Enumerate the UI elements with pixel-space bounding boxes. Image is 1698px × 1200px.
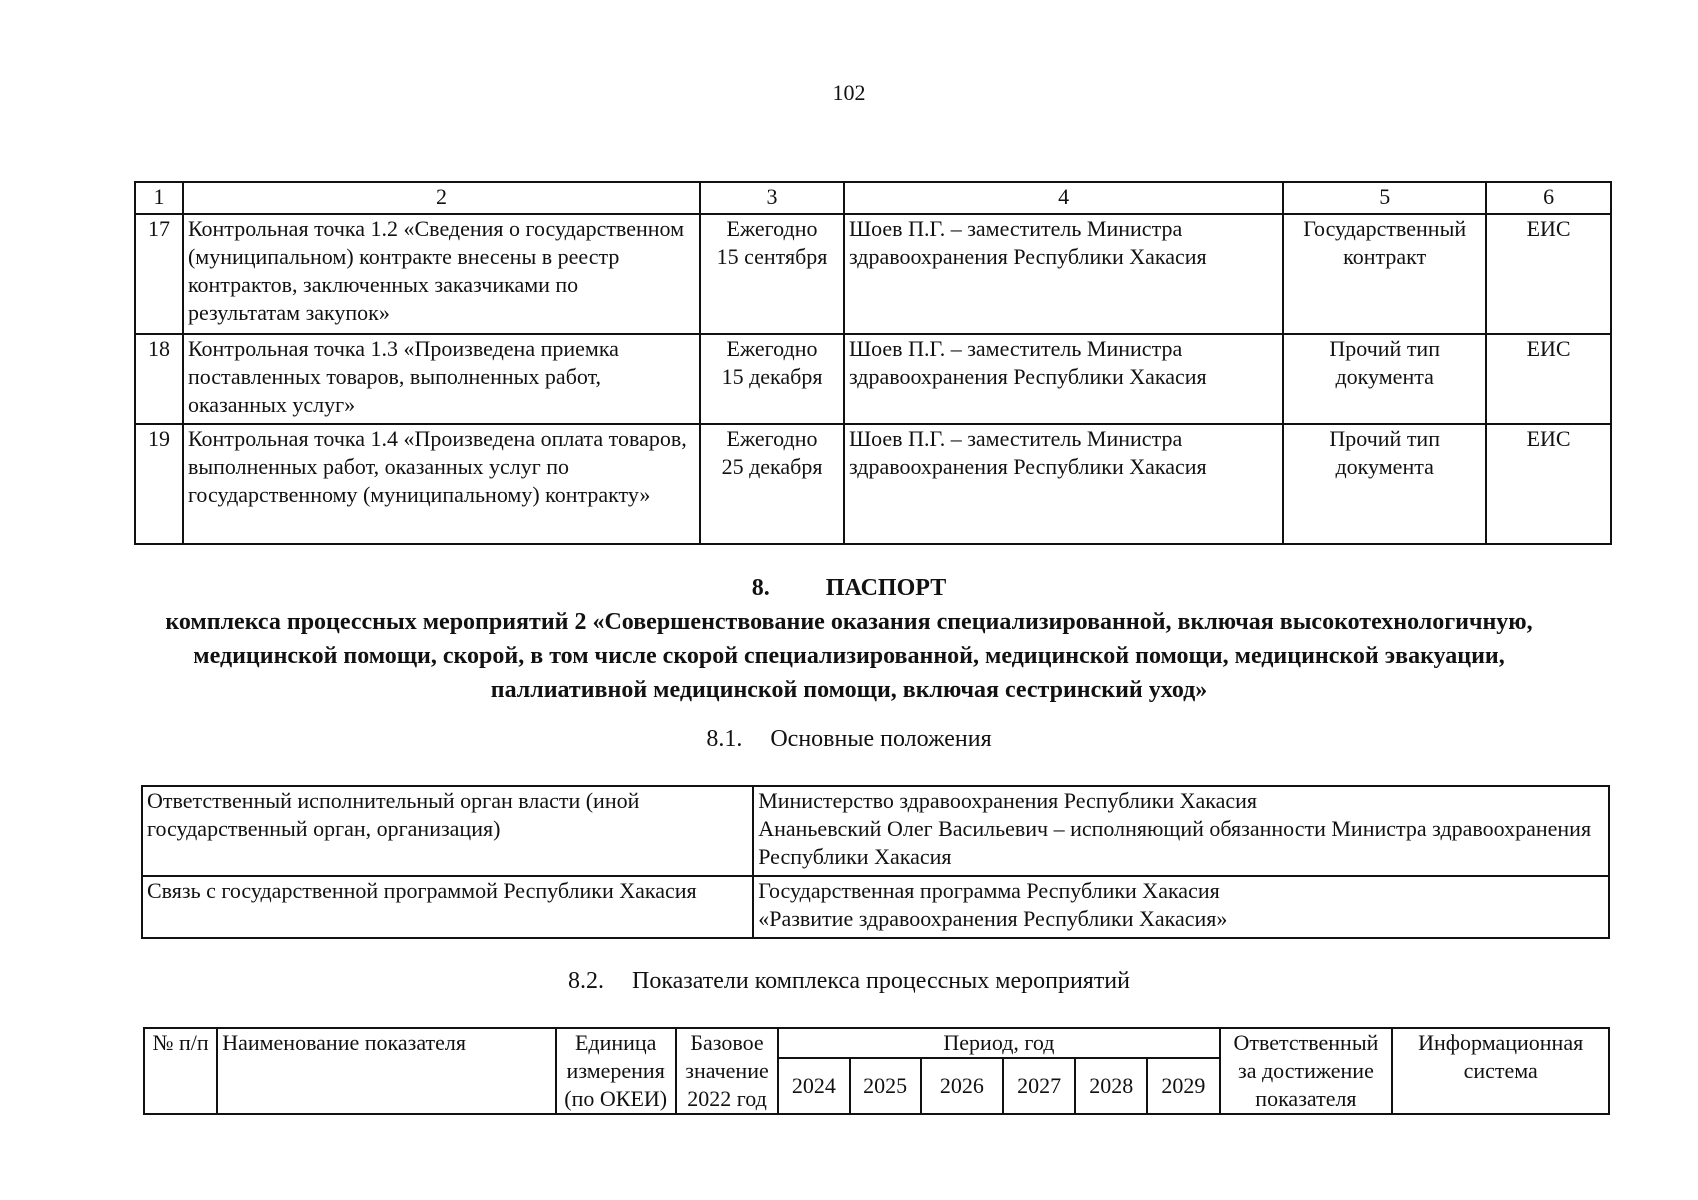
header-year: 2027 xyxy=(1003,1058,1075,1114)
header-unit: Единица измерения (по ОКЕИ) xyxy=(556,1028,676,1114)
header-year: 2025 xyxy=(850,1058,921,1114)
header-name: Наименование показателя xyxy=(217,1028,556,1114)
provision-label: Ответственный исполнительный орган власти (иной государственный орган, организация) xyxy=(142,786,753,876)
indicators-table xyxy=(143,1027,1610,1115)
header-base: Базовое значение 2022 год xyxy=(676,1028,779,1114)
section-number: 8. xyxy=(751,575,770,601)
table-row xyxy=(135,424,1611,544)
section-number: 8.2. xyxy=(567,968,604,994)
provision-value: Министерство здравоохранения Республики Хакасия Ананьевский Олег Васильевич – исполняющий обязанности Министра здравоохранения Республики Хакасия xyxy=(753,786,1609,876)
header-cell: 2 xyxy=(183,182,700,214)
header-year: 2024 xyxy=(778,1058,849,1114)
deadline: Ежегодно 15 декабря xyxy=(700,334,844,424)
section-8-heading xyxy=(0,575,1698,602)
header-system: Информационная система xyxy=(1392,1028,1609,1114)
table-header-row xyxy=(135,182,1611,214)
table-row xyxy=(142,876,1609,938)
header-cell: 1 xyxy=(135,182,183,214)
header-num: № п/п xyxy=(144,1028,217,1114)
section-title: Основные положения xyxy=(770,726,992,752)
section-title: ПАСПОРТ xyxy=(825,575,947,601)
responsible-person: Шоев П.Г. – заместитель Министра здравоохранения Республики Хакасия xyxy=(844,214,1283,334)
information-system: ЕИС xyxy=(1486,214,1611,334)
table-header-row xyxy=(144,1028,1609,1058)
header-year: 2026 xyxy=(921,1058,1003,1114)
deadline: Ежегодно 15 сентября xyxy=(700,214,844,334)
table-row xyxy=(135,334,1611,424)
header-cell: 6 xyxy=(1486,182,1611,214)
header-period: Период, год xyxy=(778,1028,1219,1058)
provision-label: Связь с государственной программой Республики Хакасия xyxy=(142,876,753,938)
section-8-2-heading xyxy=(0,968,1698,995)
section-title: Показатели комплекса процессных мероприятий xyxy=(631,968,1130,994)
document-type: Прочий тип документа xyxy=(1283,334,1486,424)
document-type: Государственный контракт xyxy=(1283,214,1486,334)
table-row xyxy=(142,786,1609,876)
section-number: 8.1. xyxy=(706,726,743,752)
page-number: 102 xyxy=(832,80,866,105)
control-point-name: Контрольная точка 1.4 «Произведена оплата товаров, выполненных работ, оказанных услуг по государственному (муниципальному) контракту» xyxy=(183,424,700,544)
header-cell: 5 xyxy=(1283,182,1486,214)
information-system: ЕИС xyxy=(1486,334,1611,424)
header-cell: 3 xyxy=(700,182,844,214)
responsible-person: Шоев П.Г. – заместитель Министра здравоохранения Республики Хакасия xyxy=(844,334,1283,424)
row-number: 18 xyxy=(135,334,183,424)
section-8-1-heading xyxy=(0,726,1698,753)
header-year: 2028 xyxy=(1075,1058,1147,1114)
control-point-name: Контрольная точка 1.2 «Сведения о государственном (муниципальном) контракте внесены в реестр контрактов, заключенных заказчиками по результатам закупок» xyxy=(183,214,700,334)
control-points-table xyxy=(134,181,1612,545)
control-point-name: Контрольная точка 1.3 «Произведена приемка поставленных товаров, выполненных работ, оказанных услуг» xyxy=(183,334,700,424)
responsible-person: Шоев П.Г. – заместитель Министра здравоохранения Республики Хакасия xyxy=(844,424,1283,544)
section-8-subtitle: комплекса процессных мероприятий 2 «Совершенствование оказания специализированной, включая высокотехнологичную, медицинской помощи, скорой, в том числе скорой специализированной, медицинской помощи, медицинской эвакуации, паллиативной медицинской помощи, включая сестринский уход» xyxy=(165,609,1533,703)
information-system: ЕИС xyxy=(1486,424,1611,544)
table-row xyxy=(135,214,1611,334)
row-number: 17 xyxy=(135,214,183,334)
document-type: Прочий тип документа xyxy=(1283,424,1486,544)
provision-value: Государственная программа Республики Хакасия «Развитие здравоохранения Республики Хакасия» xyxy=(753,876,1609,938)
basic-provisions-table xyxy=(141,785,1610,939)
row-number: 19 xyxy=(135,424,183,544)
header-cell: 4 xyxy=(844,182,1283,214)
deadline: Ежегодно 25 декабря xyxy=(700,424,844,544)
header-responsible: Ответственный за достижение показателя xyxy=(1220,1028,1393,1114)
header-year: 2029 xyxy=(1147,1058,1219,1114)
